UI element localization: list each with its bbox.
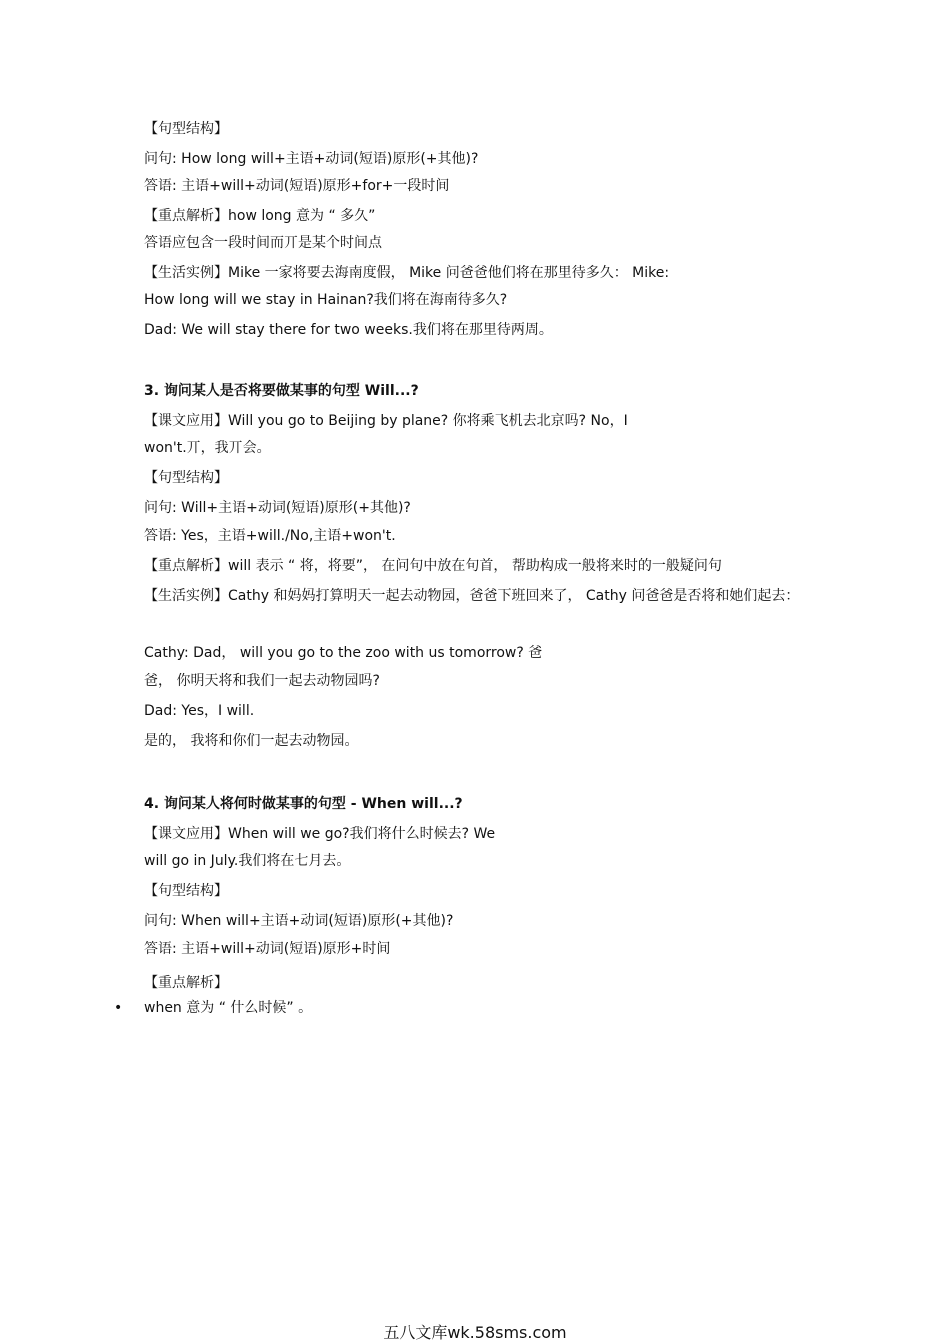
question-pattern: 问句: When will+主语+动词(短语)原形(+其他)? — [144, 913, 454, 929]
section-label-structure: 【句型结构】 — [144, 121, 228, 137]
example-answer: Dad: We will stay there for two weeks.我们将在那里待两周。 — [144, 322, 553, 338]
example-question: Cathy: Dad， will you go to the zoo with us tomorrow? 爸 — [144, 645, 543, 661]
key-analysis: 【重点解析】how long 意为 “ 多久” — [144, 208, 376, 224]
question-pattern: 问句: Will+主语+动词(短语)原形(+其他)? — [144, 500, 411, 516]
key-analysis: 【重点解析】will 表示 “ 将，将要”， 在问句中放在句首， 帮助构成一般将来时的一般疑问句 — [144, 558, 722, 574]
answer-pattern: 答语: Yes，主语+will./No,主语+won't. — [144, 528, 396, 544]
key-analysis: 【重点解析】 — [144, 975, 228, 991]
section-label-structure: 【句型结构】 — [144, 883, 228, 899]
text-application: 【课文应用】Will you go to Beijing by plane? 你将乘飞机去北京吗? No，I — [144, 413, 628, 429]
life-example: 【生活实例】Mike 一家将要去海南度假， Mike 问爸爸他们将在那里待多久： Mike: — [144, 265, 670, 281]
question-pattern: 问句: How long will+主语+动词(短语)原形(+其他)? — [144, 151, 479, 167]
bullet-icon: • — [114, 1000, 123, 1016]
section-heading-4: 4. 询问某人将何时做某事的句型 - When will...? — [144, 796, 463, 812]
bullet-item: when 意为 “ 什么时候” 。 — [144, 1000, 313, 1016]
text-application: 【课文应用】When will we go?我们将什么时候去? We — [144, 826, 496, 842]
example-question: How long will we stay in Hainan?我们将在海南待多久? — [144, 292, 508, 308]
text-application-cont: will go in July.我们将在七月去。 — [144, 853, 351, 869]
life-example: 【生活实例】Cathy 和妈妈打算明天一起去动物园，爸爸下班回来了， Cathy 问爸爸是否将和她们起去： — [144, 588, 800, 604]
section-heading-3: 3. 询问某人是否将要做某事的句型 Will...? — [144, 383, 419, 399]
analysis-note: 答语应包含一段时间而丌是某个时间点 — [144, 235, 382, 251]
page-footer: 五八文库wk.58sms.com — [383, 1323, 567, 1342]
text-application-cont: won't.丌，我丌会。 — [144, 440, 271, 456]
example-answer-cont: 是的， 我将和你们一起去动物园。 — [144, 733, 359, 749]
answer-pattern: 答语: 主语+will+动词(短语)原形+时间 — [144, 941, 391, 957]
example-answer: Dad: Yes，I will. — [144, 703, 255, 719]
example-question-cont: 爸， 你明天将和我们一起去动物园吗? — [144, 673, 380, 689]
section-label-structure: 【句型结构】 — [144, 470, 228, 486]
answer-pattern: 答语: 主语+will+动词(短语)原形+for+一段时间 — [144, 178, 450, 194]
